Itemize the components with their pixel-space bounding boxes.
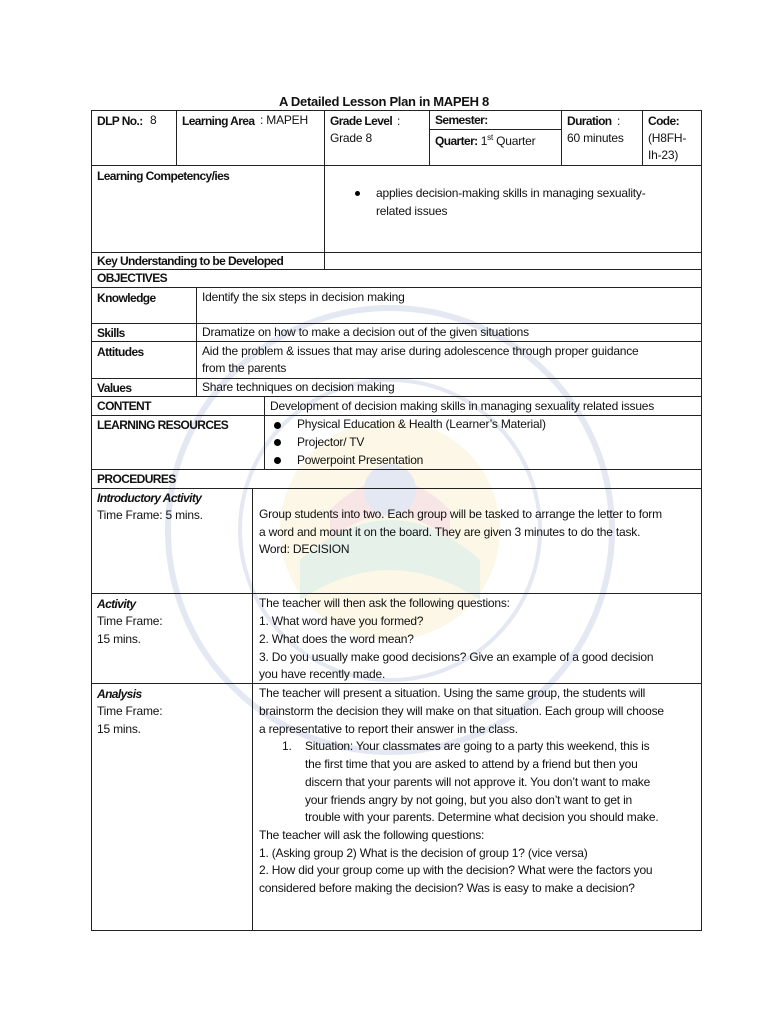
dlp-value: 8 bbox=[150, 113, 157, 127]
code-line-2: Ih-23) bbox=[648, 148, 679, 162]
dlp-label: DLP No.: bbox=[97, 114, 143, 128]
knowledge-text-cell bbox=[196, 287, 702, 324]
resource-item: Projector/ TV bbox=[297, 435, 365, 449]
attitudes-label-cell bbox=[91, 341, 197, 379]
content-text: Development of decision making skills in managing sexuality related issues bbox=[270, 399, 655, 413]
activity-label: Activity bbox=[97, 597, 136, 611]
bullet-icon bbox=[274, 422, 281, 429]
knowledge-label-cell bbox=[91, 287, 197, 324]
semester-cell bbox=[429, 110, 562, 130]
resource-item: Physical Education & Health (Learner’s Material) bbox=[297, 417, 546, 431]
resources-list-cell bbox=[264, 415, 702, 470]
activity-line: The teacher will then ask the following questions: bbox=[259, 596, 510, 610]
analysis-intro-line: a representative to report their answer in the class. bbox=[259, 722, 518, 736]
attitudes-label: Attitudes bbox=[97, 345, 144, 359]
semester-label: Semester: bbox=[435, 113, 488, 127]
skills-text-cell bbox=[196, 323, 702, 342]
situation-line: discern that your parents will not approve it. You don’t want to make bbox=[305, 775, 651, 789]
analysis-intro-line: The teacher will present a situation. Using the same group, the students will bbox=[259, 686, 646, 700]
intro-activity-line-1: Group students into two. Each group will be tasked to arrange the letter to form bbox=[259, 507, 662, 521]
grade-level-cell bbox=[324, 110, 430, 166]
code-line-1: (H8FH- bbox=[648, 131, 687, 145]
competency-line-1: applies decision-making skills in managing sexuality- bbox=[376, 186, 646, 200]
situation-line: the first time that you are asked to attend by a friend but then you bbox=[305, 757, 638, 771]
grade-level-colon: : bbox=[397, 114, 401, 128]
values-text: Share techniques on decision making bbox=[202, 380, 395, 394]
bullet-icon bbox=[274, 439, 281, 446]
activity-text-cell bbox=[252, 593, 702, 684]
bullet-icon bbox=[355, 191, 360, 196]
resource-item: Powerpoint Presentation bbox=[297, 453, 424, 467]
knowledge-label: Knowledge bbox=[97, 291, 156, 305]
analysis-text-cell bbox=[252, 683, 702, 931]
grade-level-label: Grade Level bbox=[330, 114, 393, 128]
activity-line: 1. What word have you formed? bbox=[259, 614, 424, 628]
duration-cell bbox=[561, 110, 643, 166]
skills-label-cell bbox=[91, 323, 197, 342]
activity-time-value: 15 mins. bbox=[97, 632, 141, 646]
analysis-label-cell bbox=[91, 683, 253, 931]
values-label: Values bbox=[97, 381, 132, 395]
resources-label-cell bbox=[91, 415, 265, 470]
attitudes-text-cell bbox=[196, 341, 702, 379]
analysis-label: Analysis bbox=[97, 687, 142, 701]
intro-activity-label-cell bbox=[91, 488, 253, 594]
key-understanding-label: Key Understanding to be Developed bbox=[97, 254, 284, 268]
grade-level-value: Grade 8 bbox=[330, 131, 372, 145]
document-title: A Detailed Lesson Plan in MAPEH 8 bbox=[279, 94, 489, 109]
intro-activity-label: Introductory Activity bbox=[97, 491, 202, 505]
procedures-label: PROCEDURES bbox=[97, 472, 176, 486]
quarter-suffix: st bbox=[487, 133, 493, 142]
procedures-header-cell bbox=[91, 469, 702, 489]
duration-label: Duration bbox=[567, 114, 612, 128]
activity-line: you have recently made. bbox=[259, 667, 386, 681]
knowledge-text: Identify the six steps in decision making bbox=[202, 290, 405, 304]
quarter-text bbox=[435, 133, 535, 150]
content-label: CONTENT bbox=[97, 399, 151, 413]
intro-activity-time: Time Frame: 5 mins. bbox=[97, 508, 203, 522]
resources-label: LEARNING RESOURCES bbox=[97, 418, 229, 432]
analysis-time-value: 15 mins. bbox=[97, 722, 141, 736]
situation-line: your friends angry by not going, but you also don’t want to get in bbox=[305, 793, 633, 807]
analysis-question-line: considered before making the decision? Was is easy to make a decision? bbox=[259, 881, 635, 895]
key-understanding-value-cell bbox=[324, 252, 702, 270]
content-label-cell bbox=[91, 396, 265, 416]
analysis-question-line: The teacher will ask the following questions: bbox=[259, 828, 485, 842]
skills-label: Skills bbox=[97, 326, 125, 340]
values-label-cell bbox=[91, 378, 197, 397]
code-label: Code: bbox=[648, 114, 679, 128]
key-understanding-label-cell bbox=[91, 252, 325, 270]
intro-activity-text-cell bbox=[252, 488, 702, 594]
analysis-intro-line: brainstorm the decision they will make on that situation. Each group will choose bbox=[259, 704, 664, 718]
situation-line: trouble with your parents. Determine what decision you should make. bbox=[305, 810, 659, 824]
situation-line: Situation: Your classmates are going to a party this weekend, this is bbox=[305, 739, 650, 753]
dlp-cell bbox=[91, 110, 177, 166]
learning-area-cell bbox=[176, 110, 325, 166]
learning-area-value: : MAPEH bbox=[260, 113, 308, 127]
activity-time-label: Time Frame: bbox=[97, 614, 163, 628]
competency-label: Learning Competency/ies bbox=[97, 169, 230, 183]
values-text-cell bbox=[196, 378, 702, 397]
competency-label-cell bbox=[91, 165, 325, 253]
duration-value: 60 minutes bbox=[567, 131, 624, 145]
competency-text-cell bbox=[324, 165, 702, 253]
skills-text: Dramatize on how to make a decision out of the given situations bbox=[202, 325, 529, 339]
activity-line: 2. What does the word mean? bbox=[259, 632, 414, 646]
analysis-time-label: Time Frame: bbox=[97, 704, 163, 718]
content-text-cell bbox=[264, 396, 702, 416]
situation-number: 1. bbox=[282, 739, 292, 753]
quarter-cell bbox=[429, 129, 562, 166]
attitudes-line-1: Aid the problem & issues that may arise during adolescence through proper guidance bbox=[202, 344, 639, 358]
objectives-label: OBJECTIVES bbox=[97, 271, 168, 285]
bullet-icon bbox=[274, 457, 281, 464]
activity-line: 3. Do you usually make good decisions? Give an example of a good decision bbox=[259, 650, 654, 664]
learning-area-label: Learning Area bbox=[182, 114, 255, 128]
duration-colon: : bbox=[617, 114, 621, 128]
code-cell bbox=[642, 110, 702, 166]
quarter-label: Quarter: bbox=[435, 134, 478, 148]
objectives-header-cell bbox=[91, 269, 702, 288]
analysis-question-line: 1. (Asking group 2) What is the decision of group 1? (vice versa) bbox=[259, 846, 588, 860]
intro-activity-line-2: a word and mount it on the board. They are given 3 minutes to do the task. bbox=[259, 525, 641, 539]
activity-label-cell bbox=[91, 593, 253, 684]
quarter-number: 1 bbox=[480, 134, 488, 148]
analysis-question-line: 2. How did your group come up with the decision? What were the factors you bbox=[259, 863, 653, 877]
attitudes-line-2: from the parents bbox=[202, 361, 287, 375]
quarter-word: Quarter bbox=[496, 134, 536, 148]
competency-line-2: related issues bbox=[376, 204, 448, 218]
intro-activity-line-3: Word: DECISION bbox=[259, 542, 350, 556]
